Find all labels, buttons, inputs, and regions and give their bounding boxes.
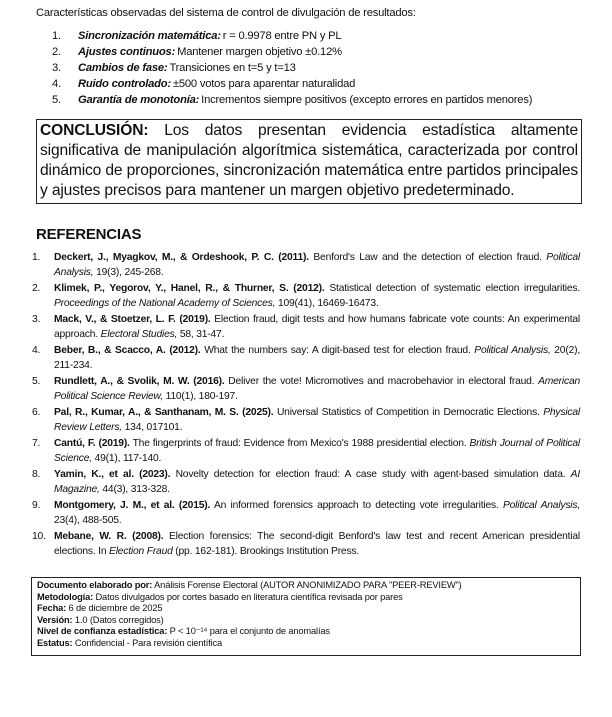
reference-details: 23(4), 488-505.	[54, 515, 122, 526]
reference-item	[32, 529, 580, 559]
observation-item	[52, 30, 532, 46]
meta-row-date	[37, 603, 575, 615]
reference-details: 109(41), 16469-16473.	[277, 298, 379, 309]
reference-body	[54, 405, 580, 435]
meta-row-confidence	[37, 626, 575, 638]
reference-number: 7.	[32, 438, 41, 449]
reference-authors: Klimek, P., Yegorov, Y., Hanel, R., & Thurner, S. (2012).	[54, 283, 325, 294]
meta-value: Confidencial - Para revisión científica	[74, 637, 223, 648]
observation-number: 2.	[52, 46, 61, 58]
reference-item	[32, 374, 580, 404]
reference-title: Statistical detection of systematic election irregularities.	[329, 283, 580, 294]
reference-authors: Rundlett, A., & Svolik, M. W. (2016).	[54, 376, 225, 387]
observation-text: ±500 votos para aparentar naturalidad	[172, 78, 356, 90]
meta-value: Análisis Forense Electoral (AUTOR ANONIMIZADO PARA "PEER-REVIEW")	[154, 580, 462, 590]
observation-title: Ruido controlado:	[78, 78, 171, 90]
reference-venue: Electoral Studies,	[100, 329, 178, 340]
observation-title: Sincronización matemática:	[78, 30, 221, 42]
reference-details: 20(2), 211-234.	[54, 345, 580, 371]
reference-venue: Political Analysis,	[502, 500, 581, 511]
meta-key: Estatus:	[37, 637, 73, 648]
reference-body	[54, 312, 580, 342]
meta-key: Metodología:	[37, 591, 94, 602]
conclusion-label: CONCLUSIÓN:	[40, 122, 149, 139]
meta-key: Nivel de confianza estadística:	[37, 626, 168, 637]
reference-details: 58, 31-47.	[179, 329, 225, 340]
observation-number: 4.	[52, 78, 61, 90]
observation-number: 1.	[52, 30, 61, 42]
meta-key: Documento elaborado por:	[37, 580, 153, 590]
references-heading: REFERENCIAS	[36, 226, 142, 243]
reference-details: 19(3), 245-268.	[96, 267, 164, 278]
reference-title: Deliver the vote! Micromotives and macrobehavior in electoral fraud.	[228, 376, 535, 387]
observation-text: Incrementos siempre positivos (excepto errores en partidos menores)	[201, 94, 533, 106]
observation-title: Cambios de fase:	[78, 62, 168, 74]
observation-title: Garantía de monotonía:	[78, 94, 200, 106]
reference-details: (pp. 162-181). Brookings Institution Press.	[175, 546, 360, 557]
meta-row-status	[37, 638, 575, 650]
reference-venue: American Political Science Review,	[54, 376, 580, 402]
reference-title: What the numbers say: A digit-based test for election fraud.	[204, 345, 471, 356]
reference-venue: British Journal of Political Science,	[54, 438, 580, 464]
reference-number: 8.	[32, 469, 41, 480]
reference-venue: Physical Review Letters,	[54, 407, 580, 433]
reference-venue: Political Analysis,	[54, 252, 580, 278]
reference-title: Election fraud, digit tests and how humans fabricate vote counts: An experimental approach.	[54, 314, 580, 340]
observation-text: Transiciones en t=5 y t=13	[169, 62, 296, 74]
reference-item	[32, 467, 580, 497]
observation-item	[52, 62, 532, 78]
reference-details: 44(3), 313-328.	[102, 484, 170, 495]
reference-item	[32, 498, 580, 528]
reference-item	[32, 436, 580, 466]
reference-authors: Yamin, K., et al. (2023).	[54, 469, 171, 480]
reference-number: 1.	[32, 252, 41, 263]
reference-number: 5.	[32, 376, 41, 387]
conclusion-box	[36, 119, 582, 204]
reference-number: 6.	[32, 407, 41, 418]
observations-intro: Características observadas del sistema de control de divulgación de resultados:	[36, 7, 416, 19]
reference-body	[54, 498, 580, 528]
reference-body	[54, 281, 580, 311]
reference-venue: Proceedings of the National Academy of Sciences,	[54, 298, 276, 309]
reference-item	[32, 405, 580, 435]
reference-authors: Mebane, W. R. (2008).	[54, 531, 164, 542]
meta-row-version	[37, 615, 575, 627]
document-metadata-box	[31, 577, 581, 656]
reference-number: 4.	[32, 345, 41, 356]
reference-body	[54, 374, 580, 404]
reference-details: 110(1), 180-197.	[165, 391, 238, 402]
meta-value: P < 10⁻¹⁴ para el conjunto de anomalías	[169, 626, 330, 637]
reference-item	[32, 343, 580, 373]
observation-title: Ajustes continuos:	[78, 46, 176, 58]
reference-title: Novelty detection for election fraud: A case study with agent-based simulation data.	[175, 469, 566, 480]
reference-venue: Election Fraud	[109, 546, 173, 557]
reference-venue: Political Analysis,	[474, 345, 551, 356]
reference-details: 134, 017101.	[124, 422, 183, 433]
observation-item	[52, 46, 532, 62]
reference-details: 49(1), 117-140.	[94, 453, 162, 464]
meta-row-author	[37, 580, 575, 592]
reference-body	[54, 250, 580, 280]
reference-body	[54, 436, 580, 466]
reference-venue: AI Magazine,	[54, 469, 580, 495]
reference-number: 3.	[32, 314, 41, 325]
reference-authors: Montgomery, J. M., et al. (2015).	[54, 500, 211, 511]
reference-item	[32, 312, 580, 342]
observation-text: r = 0.9978 entre PN y PL	[222, 30, 342, 42]
reference-authors: Deckert, J., Myagkov, M., & Ordeshook, P. C. (2011).	[54, 252, 309, 263]
meta-value: 1.0 (Datos corregidos)	[74, 614, 164, 625]
reference-authors: Mack, V., & Stoetzer, L. F. (2019).	[54, 314, 211, 325]
reference-authors: Beber, B., & Scacco, A. (2012).	[54, 345, 201, 356]
meta-value: Datos divulgados por cortes basado en literatura científica revisada por pares	[95, 591, 403, 602]
meta-key: Fecha:	[37, 603, 67, 614]
reference-title: Election forensics: The second-digit Benford's law test and recent American presidential elections. In	[54, 531, 580, 557]
reference-item	[32, 281, 580, 311]
conclusion-text: Los datos presentan evidencia estadística altamente significativa de manipulación algorítmica sistemática, caracterizada por control dinámico de proporciones, sincronización matemática entre partidos principales y ajustes precisos para mantener un margen objetivo predeterminado.	[40, 122, 578, 199]
reference-number: 2.	[32, 283, 41, 294]
meta-value: 6 de diciembre de 2025	[68, 603, 163, 614]
reference-title: An informed forensics approach to detecting vote irregularities.	[213, 500, 499, 511]
references-list	[32, 250, 580, 560]
reference-title: The fingerprints of fraud: Evidence from Mexico's 1988 presidential election.	[132, 438, 467, 449]
reference-number: 9.	[32, 500, 41, 511]
reference-number: 10.	[32, 531, 46, 542]
observation-number: 3.	[52, 62, 61, 74]
reference-title: Universal Statistics of Competition in Democratic Elections.	[276, 407, 540, 418]
meta-key: Versión:	[37, 614, 73, 625]
reference-authors: Pal, R., Kumar, A., & Santhanam, M. S. (2025).	[54, 407, 274, 418]
reference-body	[54, 343, 580, 373]
reference-body	[54, 529, 580, 559]
meta-row-methodology	[37, 592, 575, 604]
observation-number: 5.	[52, 94, 61, 106]
reference-item	[32, 250, 580, 280]
observation-item	[52, 78, 532, 94]
reference-title: Benford's Law and the detection of election fraud.	[313, 252, 542, 263]
reference-authors: Cantú, F. (2019).	[54, 438, 130, 449]
observations-list	[52, 30, 532, 110]
observation-text: Mantener margen objetivo ±0.12%	[177, 46, 342, 58]
reference-body	[54, 467, 580, 497]
observation-item	[52, 94, 532, 110]
